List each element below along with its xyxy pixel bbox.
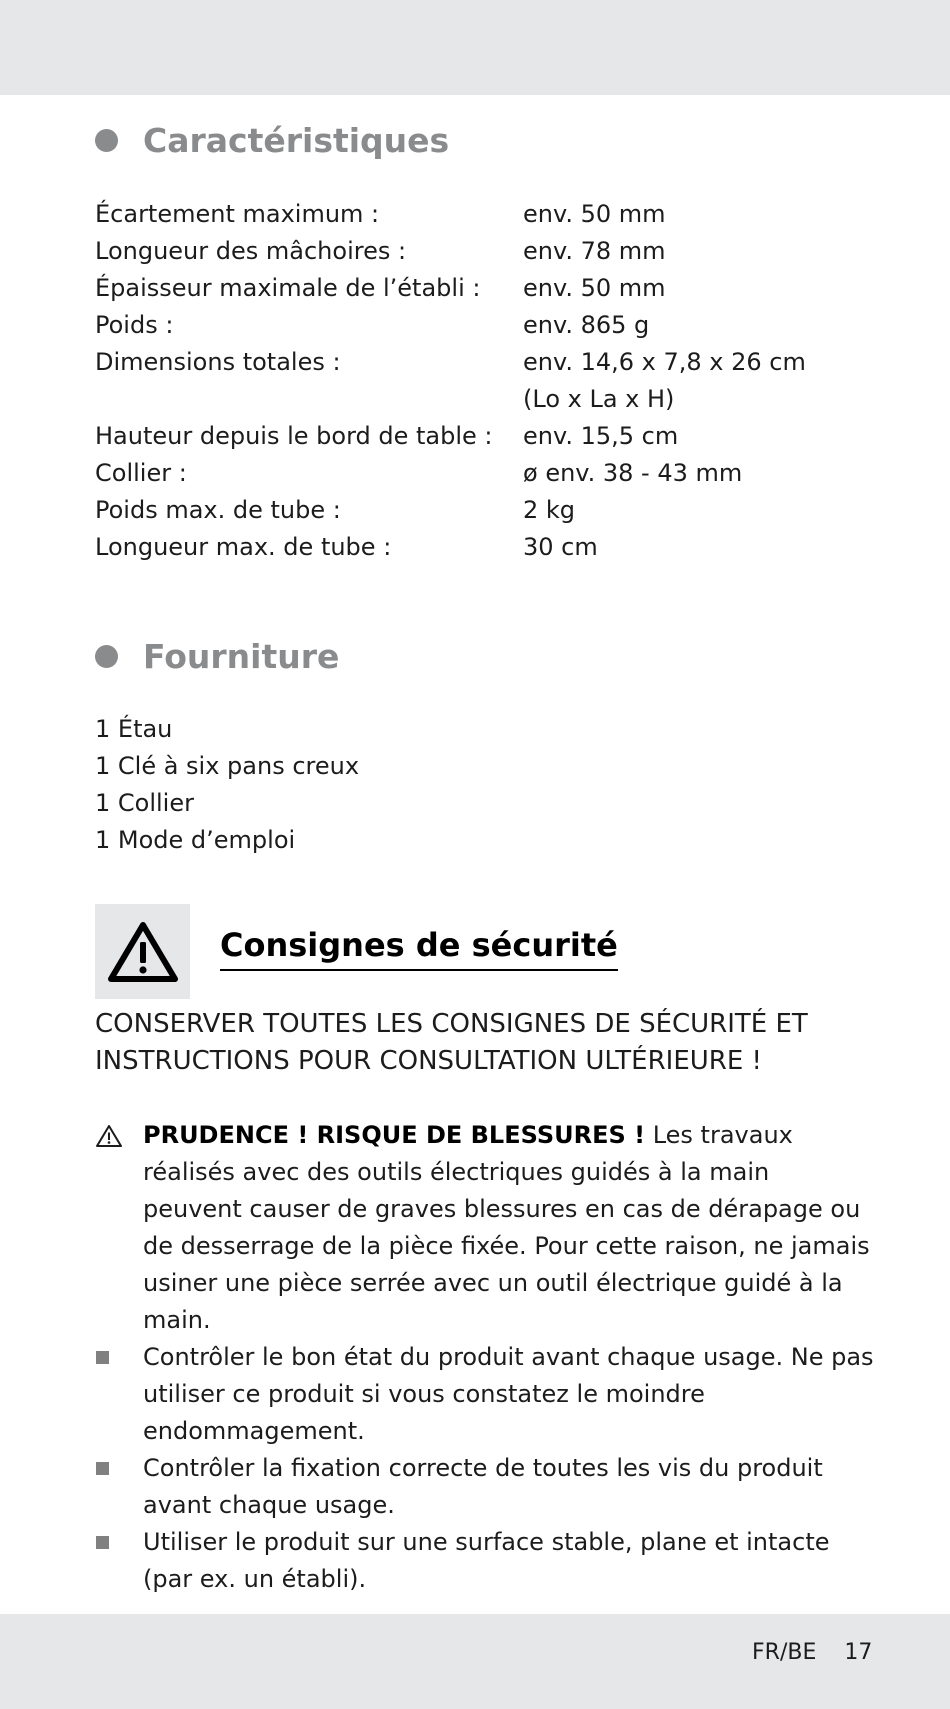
list-item <box>95 1339 875 1450</box>
caution-label: PRUDENCE ! RISQUE DE BLESSURES ! <box>143 1121 646 1149</box>
characteristics-title: Caractéristiques <box>143 120 450 160</box>
bullet-mark <box>95 1339 125 1376</box>
square-bullet-icon <box>96 1536 109 1549</box>
spec-label: Longueur max. de tube : <box>95 533 392 561</box>
spec-value: 2 kg <box>523 496 576 524</box>
list-item-text: Contrôler le bon état du produit avant chaque usage. Ne pas utiliser ce produit si vous constatez le moindre endommagement. <box>143 1343 874 1445</box>
list-item: 1 Étau <box>95 715 173 743</box>
square-bullet-icon <box>96 1351 109 1364</box>
spec-label: Poids : <box>95 311 174 339</box>
circle-bullet-icon <box>95 645 118 668</box>
spec-row <box>95 529 855 566</box>
spec-row <box>95 492 855 529</box>
keep-notice: CONSERVER TOUTES LES CONSIGNES DE SÉCURITÉ ET INSTRUCTIONS POUR CONSULTATION ULTÉRIEURE ! <box>95 1009 808 1076</box>
safety-list <box>95 1117 875 1598</box>
spec-value: env. 50 mm <box>523 200 666 228</box>
warning-box <box>95 904 190 999</box>
spec-row <box>95 455 855 492</box>
list-item-text: Utiliser le produit sur une surface stable, plane et intacte (par ex. un établi). <box>143 1528 830 1593</box>
spec-value: env. 14,6 x 7,8 x 26 cm <box>523 348 806 376</box>
spec-row <box>95 344 855 418</box>
characteristics-heading <box>95 120 449 160</box>
list-item: 1 Clé à six pans creux <box>95 752 360 780</box>
caution-item <box>95 1117 875 1339</box>
supply-title: Fourniture <box>143 636 340 676</box>
list-item: 1 Mode d’emploi <box>95 826 296 854</box>
spec-row <box>95 270 855 307</box>
spec-label: Poids max. de tube : <box>95 496 341 524</box>
warning-triangle-small-icon <box>95 1124 123 1148</box>
caution-mark <box>95 1117 125 1154</box>
circle-bullet-icon <box>95 129 118 152</box>
spec-value: ø env. 38 - 43 mm <box>523 459 743 487</box>
spec-label: Collier : <box>95 459 187 487</box>
spec-value: env. 15,5 cm <box>523 422 679 450</box>
list-item-text: Contrôler la fixation correcte de toutes les vis du produit avant chaque usage. <box>143 1454 823 1519</box>
spec-row <box>95 418 855 455</box>
spec-value: env. 865 g <box>523 311 650 339</box>
warning-triangle-icon <box>107 920 179 984</box>
locale-label: FR/BE <box>752 1640 817 1665</box>
safety-title: Consignes de sécurité <box>220 926 618 971</box>
list-item <box>95 1450 875 1524</box>
bullet-mark <box>95 1524 125 1561</box>
spec-value: 30 cm <box>523 533 598 561</box>
spec-row <box>95 233 855 270</box>
list-item: 1 Collier <box>95 789 194 817</box>
page-number: 17 <box>844 1640 873 1665</box>
spec-row <box>95 307 855 344</box>
spec-label: Hauteur depuis le bord de table : <box>95 422 493 450</box>
list-item <box>95 1524 875 1598</box>
spec-label: Longueur des mâchoires : <box>95 237 407 265</box>
page-footer <box>752 1636 872 1670</box>
spec-label: Dimensions totales : <box>95 348 341 376</box>
spec-value-note: (Lo x La x H) <box>523 385 675 413</box>
bullet-mark <box>95 1450 125 1487</box>
spec-label: Écartement maximum : <box>95 200 380 228</box>
spec-label: Épaisseur maximale de l’établi : <box>95 274 481 302</box>
square-bullet-icon <box>96 1462 109 1475</box>
header-band <box>0 0 950 95</box>
spec-table <box>95 196 855 566</box>
supply-heading <box>95 636 339 676</box>
caution-text: Les travaux réalisés avec des outils électriques guidés à la main peuvent causer de graves blessures en cas de dérapage ou de desserrage de la pièce fixée. Pour cette raison, ne jamais usiner une pièce serrée avec un outil électrique guidé à la main. <box>143 1121 870 1334</box>
supply-list <box>95 711 359 859</box>
spec-row <box>95 196 855 233</box>
spec-value: env. 78 mm <box>523 237 666 265</box>
spec-value: env. 50 mm <box>523 274 666 302</box>
